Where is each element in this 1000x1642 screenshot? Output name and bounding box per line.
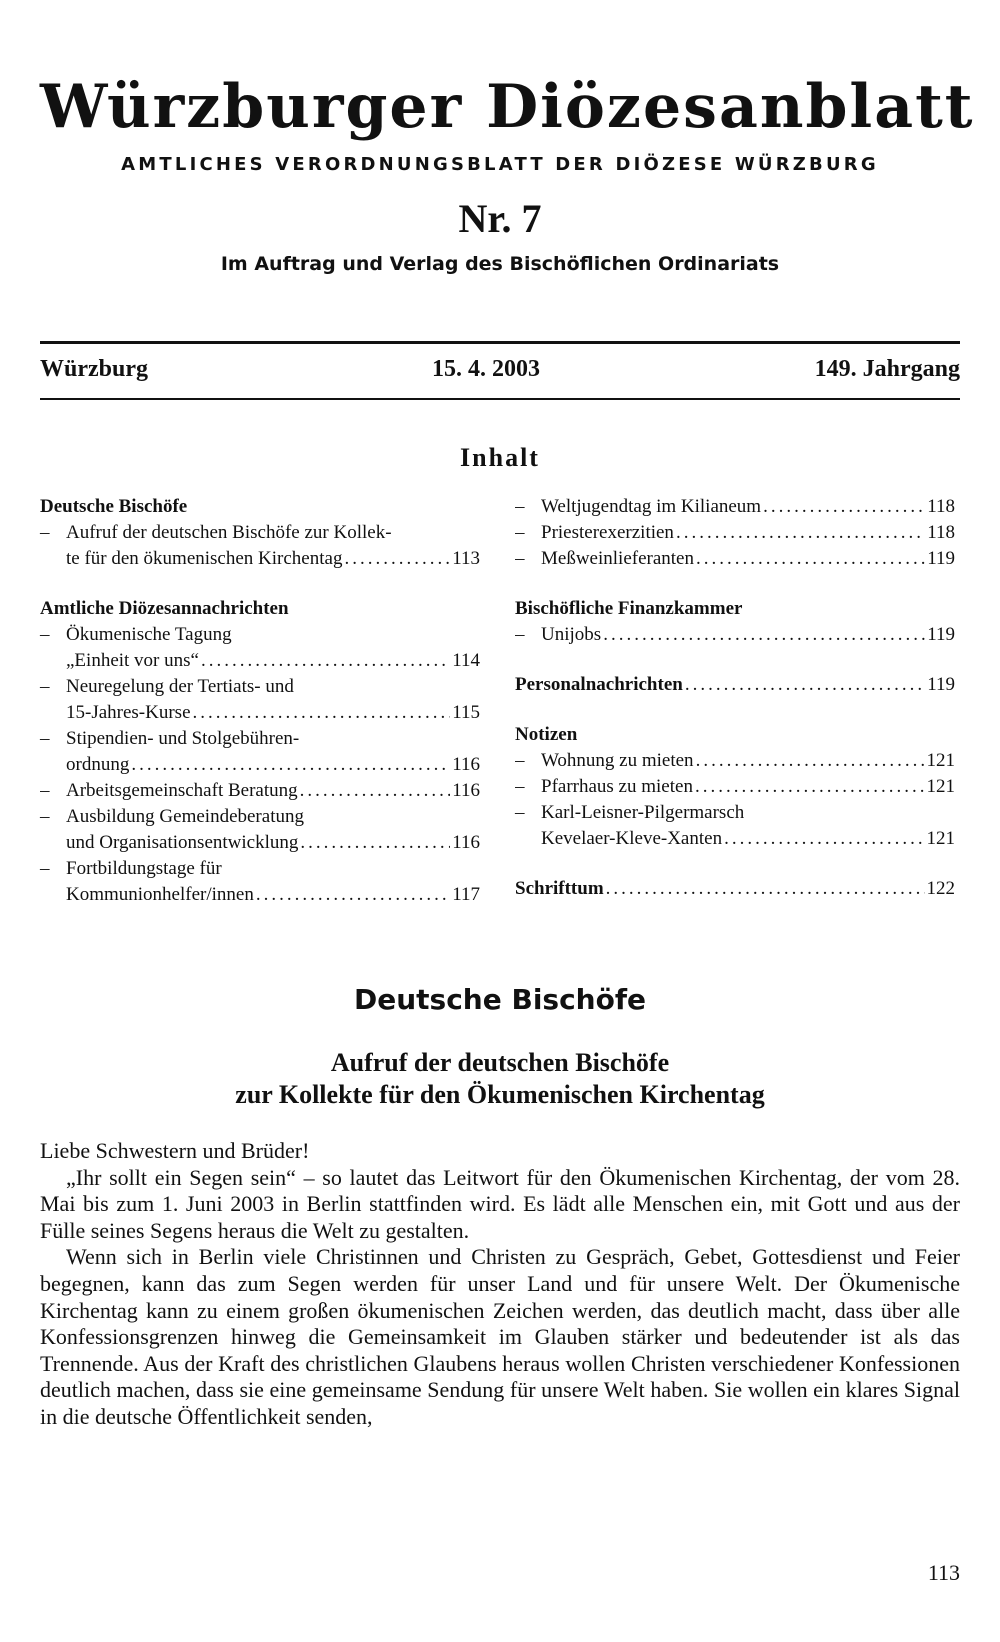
salutation: Liebe Schwestern und Brüder! xyxy=(40,1138,310,1163)
section-heading: Deutsche Bischöfe xyxy=(353,983,647,1016)
bottom-rule xyxy=(40,398,960,400)
toc-entry: – Ökumenische Tagung xyxy=(40,622,480,648)
toc-page-number: 122 xyxy=(926,878,955,899)
toc-entry: – Wohnung zu mieten ..... 121 xyxy=(515,748,955,774)
issue-number: Nr. 7 xyxy=(458,196,542,241)
toc-entry: – Unijobs ..... 119 xyxy=(515,622,955,648)
toc-page-number: 121 xyxy=(926,776,955,797)
toc-page-number: 116 xyxy=(452,754,480,775)
toc-entry: – Priesterexerzitien ..... 118 xyxy=(515,520,955,546)
toc-entry: – Aufruf der deutschen Bischöfe zur Kollek- xyxy=(40,520,480,546)
toc-page-number: 121 xyxy=(926,750,955,771)
article-title xyxy=(0,1047,1000,1111)
toc-entry: „Einheit vor uns“ ..... 114 xyxy=(40,648,480,674)
publication-subtitle: AMTLICHES VERORDNUNGSBLATT DER DIÖZESE WÜRZBURG xyxy=(121,154,879,175)
toc-entry: und Organisationsentwicklung ..... 116 xyxy=(40,830,480,856)
toc-entry: 15-Jahres-Kurse ..... 115 xyxy=(40,700,480,726)
toc-entry: ordnung ..... 116 xyxy=(40,752,480,778)
article-title-line: zur Kollekte für den Ökumenischen Kirchentag xyxy=(235,1080,765,1109)
toc-entry: – Karl-Leisner-Pilgermarsch xyxy=(515,800,955,826)
article-title-line: Aufruf der deutschen Bischöfe xyxy=(330,1048,670,1077)
dateline-date: 15. 4. 2003 xyxy=(432,356,540,382)
toc-page-number: 118 xyxy=(927,496,955,517)
toc-entry: – Arbeitsgemeinschaft Beratung ..... 116 xyxy=(40,778,480,804)
toc-right-column xyxy=(515,494,955,902)
toc-page-number: 113 xyxy=(452,548,480,569)
toc-entry: – Pfarrhaus zu mieten ..... 121 xyxy=(515,774,955,800)
toc-page-number: 119 xyxy=(927,548,955,569)
toc-entry: – Stipendien- und Stolgebühren- xyxy=(40,726,480,752)
dateline-volume: 149. Jahrgang xyxy=(814,356,960,382)
toc-section-title: Notizen xyxy=(515,724,578,745)
paragraph: Wenn sich in Berlin viele Christinnen und Christen zu Gespräch, Gebet, Gottesdienst und Feier begegnen, kann das zum Segen werden für unser Land und für unsere Welt. Der Ökumenische Kirchentag kann zu einem großen ökumenischen Zeichen werden, das deutlich macht, dass über alle Konfessionsgrenzen hinweg die Gemeinsamkeit im Glauben stärker und bedeutender ist als das Trennende. Aus der Kraft des christlichen Glaubens heraus wollen Christen verschiedener Konfessionen deutlich machen, dass sie eine gemeinsame Sendung für unsere Welt haben. Sie wollen ein klares Signal in die deutsche Öffentlichkeit senden, xyxy=(40,1244,960,1429)
toc-entry: Kommunionhelfer/innen ..... 117 xyxy=(40,882,480,908)
toc-page-number: 118 xyxy=(927,522,955,543)
toc-page-number: 119 xyxy=(927,674,955,695)
toc-page-number: 114 xyxy=(452,650,480,671)
toc-section-entry: Schrifttum ..... 122 xyxy=(515,876,955,902)
toc-entry: – Ausbildung Gemeindeberatung xyxy=(40,804,480,830)
dateline xyxy=(40,356,960,388)
toc-page-number: 117 xyxy=(452,884,480,905)
toc-page-number: 116 xyxy=(452,780,480,801)
toc-left-column xyxy=(40,494,480,908)
toc-section-title: Amtliche Diözesannachrichten xyxy=(40,598,289,619)
toc-page-number: 119 xyxy=(927,624,955,645)
toc-entry: te für den ökumenischen Kirchentag ..... 113 xyxy=(40,546,480,572)
toc-page-number: 116 xyxy=(452,832,480,853)
toc-section-entry: Personalnachrichten ..... 119 xyxy=(515,672,955,698)
page-number: 113 xyxy=(927,1560,960,1585)
dateline-place: Würzburg xyxy=(40,356,148,382)
masthead xyxy=(40,70,975,275)
paragraph: „Ihr sollt ein Segen sein“ – so lautet das Leitwort für den Ökumenischen Kirchentag, der vom 28. Mai bis zum 1. Juni 2003 in Berlin stattfinden wird. Es lädt alle Menschen ein, mit Gott und aus der Fülle seines Segens heraus die Welt zu gestalten. xyxy=(40,1164,960,1243)
publisher-line: Im Auftrag und Verlag des Bischöflichen Ordinariats xyxy=(220,253,780,275)
toc-entry: – Fortbildungstage für xyxy=(40,856,480,882)
toc-page-number: 115 xyxy=(452,702,480,723)
toc-entry: – Weltjugendtag im Kilianeum ..... 118 xyxy=(515,494,955,520)
toc-entry: Kevelaer-Kleve-Xanten ..... 121 xyxy=(515,826,955,852)
toc-heading: Inhalt xyxy=(460,443,540,472)
publication-title: Würzburger Diözesanblatt xyxy=(40,72,975,142)
toc-entry: – Neuregelung der Tertiats- und xyxy=(40,674,480,700)
top-rule xyxy=(40,341,960,344)
toc-section-title: Bischöfliche Finanzkammer xyxy=(515,598,743,619)
article-body xyxy=(40,1138,960,1431)
toc-section-title: Deutsche Bischöfe xyxy=(40,496,188,517)
toc-page-number: 121 xyxy=(926,828,955,849)
toc-entry: – Meßweinlieferanten ..... 119 xyxy=(515,546,955,572)
